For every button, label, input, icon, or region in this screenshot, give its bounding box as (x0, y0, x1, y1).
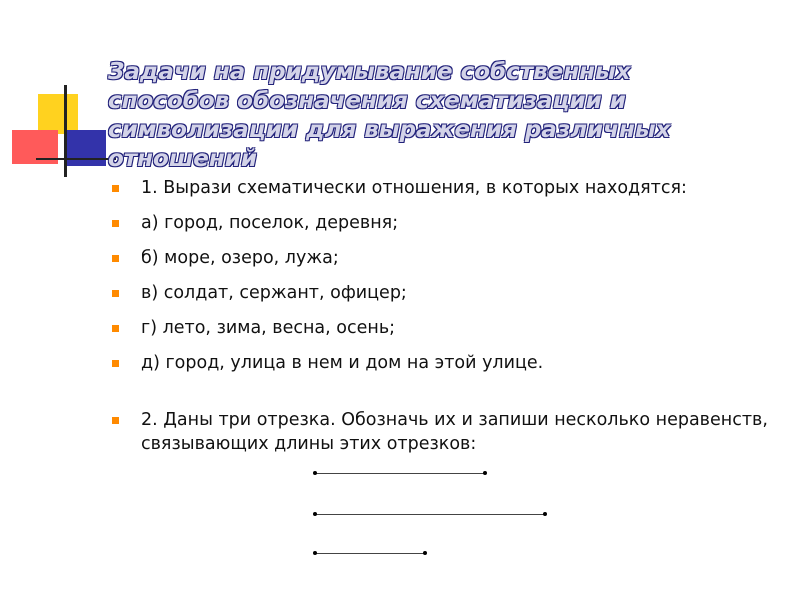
bullet-icon (112, 185, 119, 192)
segment-endpoint (543, 512, 547, 516)
bullet-icon (112, 325, 119, 332)
slide-title: Задачи на придумывание собственных способов обозначения схематизации и символизации для выражения различных отношений (108, 59, 671, 172)
list-item (108, 246, 768, 270)
bullet-icon (112, 255, 119, 262)
bullet-icon (112, 417, 119, 424)
item-text: 1. Вырази схематически отношения, в которых находятся: (141, 178, 687, 198)
item-text: в) солдат, сержант, офицер; (141, 283, 407, 303)
segment-line (316, 473, 486, 474)
list-item (108, 281, 768, 305)
bullet-icon (112, 220, 119, 227)
segment-endpoint (483, 471, 487, 475)
bullet-icon (112, 360, 119, 367)
list-item (108, 351, 768, 375)
bullet-icon (112, 290, 119, 297)
segment-line (316, 553, 426, 554)
decor-yellow-square (38, 94, 78, 134)
segment-endpoint (423, 551, 427, 555)
segment-line (316, 514, 546, 515)
segment-endpoint (313, 551, 317, 555)
item-text: б) море, озеро, лужа; (141, 248, 339, 268)
list-item-task2 (108, 408, 768, 456)
item-text: 2. Даны три отрезка. Обозначь их и запиши несколько неравенств, связывающих длины этих отрезков: (141, 410, 768, 454)
item-text: д) город, улица в нем и дом на этой улице. (141, 353, 544, 373)
list-item (108, 176, 768, 200)
segment-endpoint (313, 471, 317, 475)
slide-content (108, 176, 768, 467)
segment-endpoint (313, 512, 317, 516)
list-item (108, 316, 768, 340)
item-text: а) город, поселок, деревня; (141, 213, 399, 233)
decor-vertical-line (64, 85, 67, 177)
item-text: г) лето, зима, весна, осень; (141, 318, 396, 338)
decor-horizontal-line (36, 158, 116, 160)
decor-blue-square (64, 130, 106, 166)
list-item (108, 211, 768, 235)
